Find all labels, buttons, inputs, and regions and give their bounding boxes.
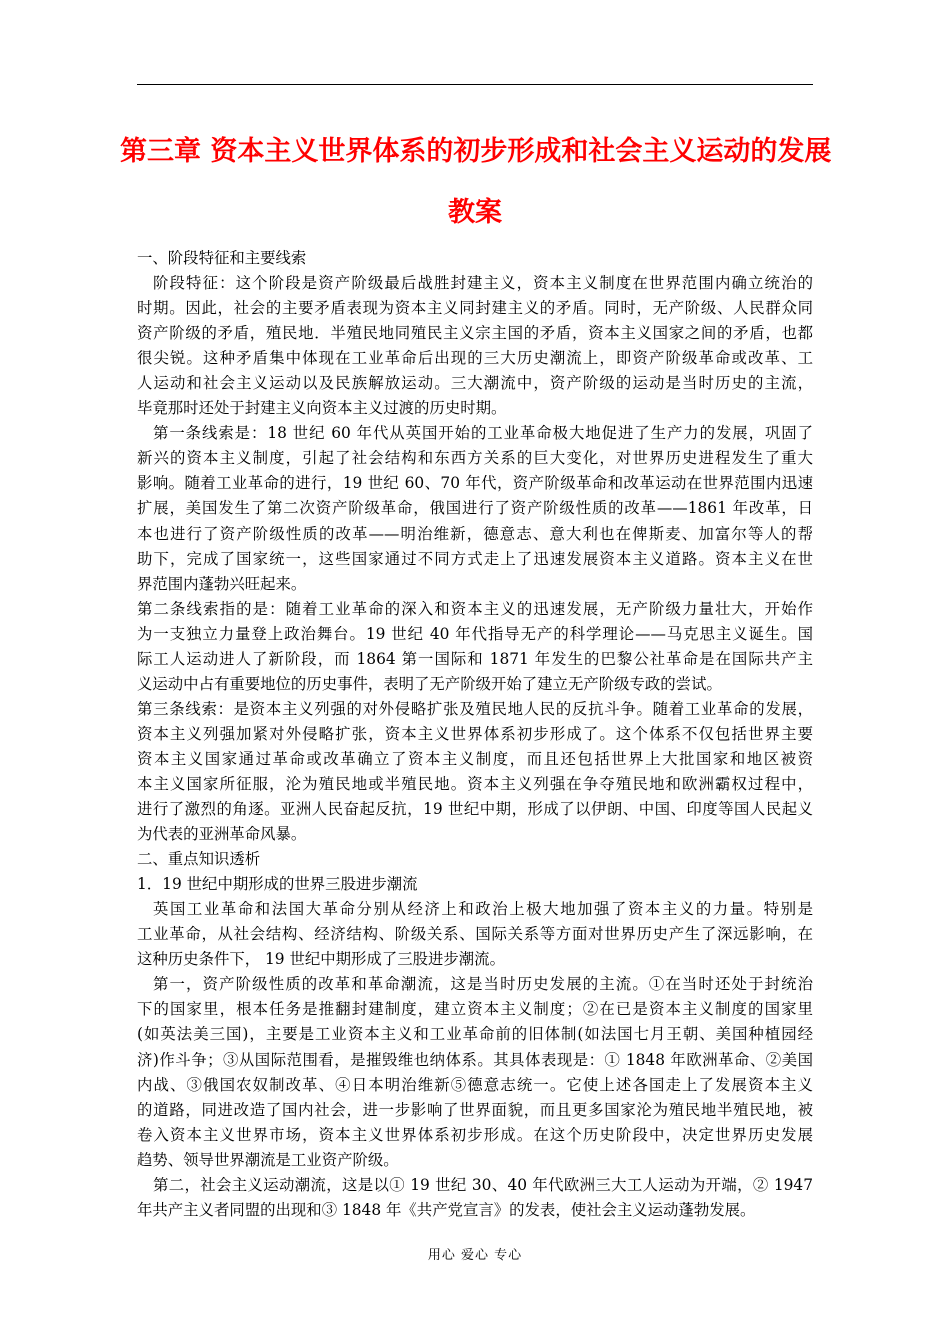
text-line: 资本主义列强加紧对外侵略扩张，资本主义世界体系初步形成了。这个体系不仅包括世界主要 [137,724,813,743]
text-line: 的道路，同进改造了国内社会，进一步影响了世界面貌，而且更多国家沦为殖民地半殖民地，被 [137,1100,813,1119]
text-line: 本主义国家所征服，沦为殖民地或半殖民地。资本主义列强在争夺殖民地和欧洲霸权过程中， [137,774,813,793]
text-line: 助下，完成了国家统一，这些国家通过不同方式走上了迅速发展资本主义道路。资本主义在世 [137,549,813,568]
text-line: 二、重点知识透析 [137,850,261,869]
text-line: 很尖锐。这种矛盾集中体现在工业革命后出现的三大历史潮流上，即资产阶级革命或改革、工 [137,349,813,368]
text-line: 人运动和社会主义运动以及民族解放运动。三大潮流中，资产阶级的运动是当时历史的主流， [137,374,813,393]
text-line: 时期。因此，社会的主要矛盾表现为资本主义同封建主义的矛盾。同时，无产阶级、人民群众同 [137,299,813,318]
text-line: 第二条线索指的是：随着工业革命的深入和资本主义的迅速发展，无产阶级力量壮大，开始作 [137,599,813,618]
document-body [137,246,813,1223]
text-line: 内战、③俄国农奴制改革、④日本明治维新⑤德意志统一。它使上述各国走上了发展资本主义 [137,1075,813,1094]
text-line: 毕竟那时还处于封建主义向资本主义过渡的历史时期。 [137,399,507,418]
text-line: 进行了激烈的角逐。亚洲人民奋起反抗，19 世纪中期，形成了以伊朗、中国、印度等国人民起义 [137,800,813,819]
text-line: 第二，社会主义运动潮流，这是以① 19 世纪 30、40 年代欧洲三大工人运动为开端，② 1947 [153,1175,813,1194]
text-line: 济)作斗争；③从国际范围看，是摧毁维也纳体系。其具体表现是：① 1848 年欧洲革命、②美国 [137,1050,813,1069]
text-line: 英国工业革命和法国大革命分别从经济上和政治上极大地加强了资本主义的力量。特别是 [153,900,813,919]
text-line: 新兴的资本主义制度，引起了社会结构和东西方关系的巨大变化，对世界历史进程发生了重大 [137,449,813,468]
document-title-line-1: 第三章 资本主义世界体系的初步形成和社会主义运动的发展 [120,136,832,167]
text-line: 卷入资本主义世界市场，资本主义世界体系初步形成。在这个历史阶段中，决定世界历史发展 [137,1125,813,1144]
text-line: 这种历史条件下， 19 世纪中期形成了三股进步潮流。 [137,950,505,969]
text-line: 年共产主义者同盟的出现和③ 1848 年《共产党宣言》的发表，使社会主义运动蓬勃发展。 [137,1200,756,1219]
text-line: 阶段特征：这个阶段是资产阶级最后战胜封建主义，资本主义制度在世界范围内确立统治的 [153,274,813,293]
text-line: (如英法美三国)，主要是工业资本主义和工业革命前的旧体制(如法国七月王朝、美国种植园经 [137,1025,813,1044]
text-line: 资产阶级的矛盾，殖民地．半殖民地同殖民主义宗主国的矛盾，资本主义国家之间的矛盾，也都 [137,324,813,343]
text-line: 影响。随着工业革命的进行，19 世纪 60、70 年代，资产阶级革命和改革运动在世界范围内迅速 [137,474,813,493]
text-line: 1．19 世纪中期形成的世界三股进步潮流 [137,875,418,894]
text-line: 扩展，美国发生了第二次资产阶级革命，俄国进行了资产阶级性质的改革——1861 年改革，日 [137,499,813,518]
document-title-line-2: 教案 [448,197,502,228]
text-line: 际工人运动进人了新阶段，而 1864 第一国际和 1871 年发生的巴黎公社革命是在国际共产主 [137,649,813,668]
text-line: 义运动中占有重要地位的历史事件，表明了无产阶级开始了建立无产阶级专政的尝试。 [137,674,722,693]
text-line: 为代表的亚洲革命风暴。 [137,825,307,844]
header-rule [137,84,813,85]
text-line: 第一，资产阶级性质的改革和革命潮流，这是当时历史发展的主流。①在当时还处于封统治 [153,975,813,994]
text-line: 资本主义国家通过革命或改革确立了资本主义制度，而且还包括世界上大批国家和地区被资 [137,749,813,768]
text-line: 第三条线索：是资本主义列强的对外侵略扩张及殖民地人民的反抗斗争。随着工业革命的发展， [137,699,813,718]
text-line: 本也进行了资产阶级性质的改革——明治维新，德意志、意大利也在俾斯麦、加富尔等人的帮 [137,524,813,543]
page-footer: 用心 爱心 专心 [427,1248,523,1263]
text-line: 为一支独立力量登上政治舞台。19 世纪 40 年代指导无产的科学理论——马克思主义诞生。国 [137,624,813,643]
text-line: 工业革命，从社会结构、经济结构、阶级关系、国际关系等方面对世界历史产生了深远影响，在 [137,925,813,944]
text-line: 一、阶段特征和主要线索 [137,249,307,267]
text-line: 界范围内蓬勃兴旺起来。 [137,574,307,593]
text-line: 第一条线索是：18 世纪 60 年代从英国开始的工业革命极大地促进了生产力的发展，巩固了 [153,424,813,443]
text-line: 下的国家里，根本任务是推翻封建制度，建立资本主义制度；②在已是资本主义制度的国家里 [137,1000,813,1019]
text-line: 趋势、领导世界潮流是工业资产阶级。 [137,1150,399,1169]
